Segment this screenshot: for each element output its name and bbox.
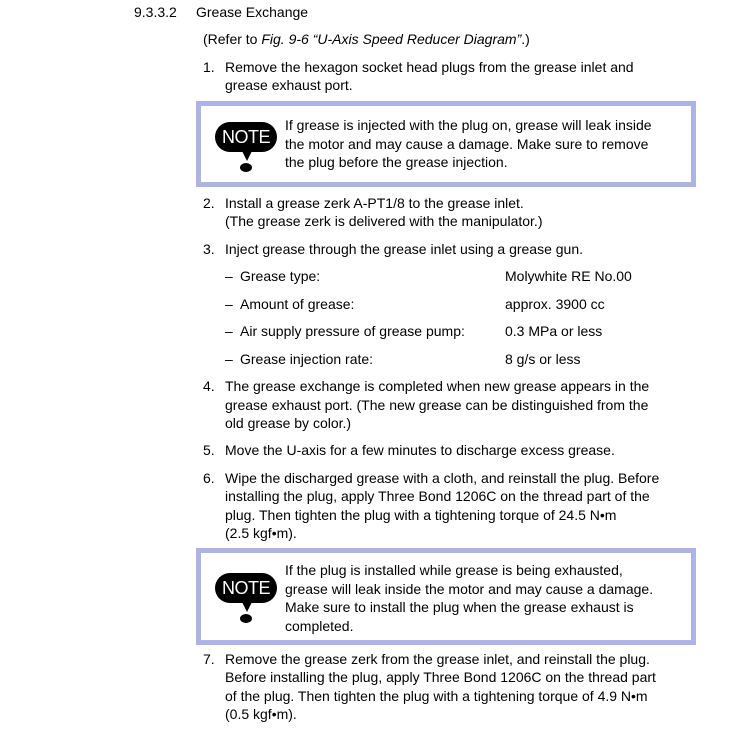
note-text-line: If grease is injected with the plug on, grease will leak inside	[285, 117, 652, 133]
spec-value: 0.3 MPa or less	[505, 323, 603, 339]
step-text-line: Remove the hexagon socket head plugs from the grease inlet and	[225, 59, 634, 75]
step-text-line: grease exhaust port.	[225, 77, 353, 93]
step-text-line: installing the plug, apply Three Bond 1206C on the thread part of the	[225, 488, 650, 504]
spec-dash: –	[225, 351, 233, 367]
note-box	[196, 548, 696, 645]
step-text-line: Remove the grease zerk from the grease inlet, and reinstall the plug.	[225, 651, 650, 667]
step-number: 1.	[203, 59, 215, 75]
step-text-line: plug. Then tighten the plug with a tightening torque of 24.5 N•m	[225, 507, 617, 523]
step-number: 7.	[203, 651, 215, 667]
step-text-line: (0.5 kgf•m).	[225, 706, 297, 722]
note-icon-dot	[240, 614, 252, 623]
figure-reference	[203, 30, 530, 48]
step-number: 2.	[203, 195, 215, 211]
spec-value: 8 g/s or less	[505, 351, 581, 367]
note-icon-tail	[242, 602, 252, 612]
note-icon-label: NOTE	[215, 573, 277, 603]
spec-dash: –	[225, 268, 233, 284]
section-number: 9.3.3.2	[134, 4, 177, 20]
note-icon-dot	[240, 163, 252, 172]
spec-value: Molywhite RE No.00	[505, 268, 632, 284]
step-text-line: grease exhaust port. (The new grease can be distinguished from the	[225, 397, 649, 413]
note-icon-label: NOTE	[215, 122, 277, 152]
note-text-line: completed.	[285, 617, 354, 634]
step-number: 6.	[203, 470, 215, 486]
figure-link[interactable]: Fig. 9-6 “U-Axis Speed Reducer Diagram”	[261, 31, 522, 47]
step-number: 3.	[203, 241, 215, 257]
section-title: Grease Exchange	[196, 4, 309, 20]
note-icon-tail	[242, 151, 252, 161]
spec-label: Air supply pressure of grease pump:	[240, 323, 465, 339]
note-text	[285, 561, 653, 635]
note-text-line: Make sure to install the plug when the grease exhaust is	[285, 599, 634, 615]
step-text-line: old grease by color.)	[225, 415, 352, 431]
note-text-line: the plug before the grease injection.	[285, 154, 508, 170]
step-text-line: of the plug. Then tighten the plug with a tightening torque of 4.9 N•m	[225, 688, 648, 704]
reference-prefix: (Refer to	[203, 31, 262, 47]
step-text-line: (2.5 kgf•m).	[225, 525, 297, 541]
step-text-line: (The grease zerk is delivered with the manipulator.)	[225, 213, 543, 229]
step-number: 5.	[203, 442, 215, 458]
spec-label: Amount of grease:	[240, 296, 355, 312]
note-text-line: If the plug is installed while grease is being exhausted,	[285, 562, 623, 578]
note-icon	[215, 573, 279, 625]
step-text-line: Wipe the discharged grease with a cloth, and reinstall the plug. Before	[225, 470, 660, 486]
spec-label: Grease injection rate:	[240, 351, 374, 367]
spec-dash: –	[225, 296, 233, 312]
note-icon	[215, 122, 279, 174]
step-text-line: Move the U-axis for a few minutes to discharge excess grease.	[225, 442, 615, 458]
spec-label: Grease type:	[240, 268, 321, 284]
step-text-line: Install a grease zerk A-PT1/8 to the grease inlet.	[225, 195, 524, 211]
note-text-line: grease will leak inside the motor and may cause a damage.	[285, 580, 654, 597]
step-text-line: Before installing the plug, apply Three Bond 1206C on the thread part	[225, 669, 656, 685]
spec-value: approx. 3900 cc	[505, 296, 605, 312]
step-text-line: The grease exchange is completed when new grease appears in the	[225, 378, 650, 394]
note-text-line: the motor and may cause a damage. Make sure to remove	[285, 135, 649, 152]
step-text-line: Inject grease through the grease inlet using a grease gun.	[225, 241, 584, 257]
spec-dash: –	[225, 323, 233, 339]
note-box	[196, 101, 696, 187]
step-number: 4.	[203, 378, 215, 394]
reference-suffix: .)	[521, 31, 530, 47]
note-text	[285, 116, 652, 172]
